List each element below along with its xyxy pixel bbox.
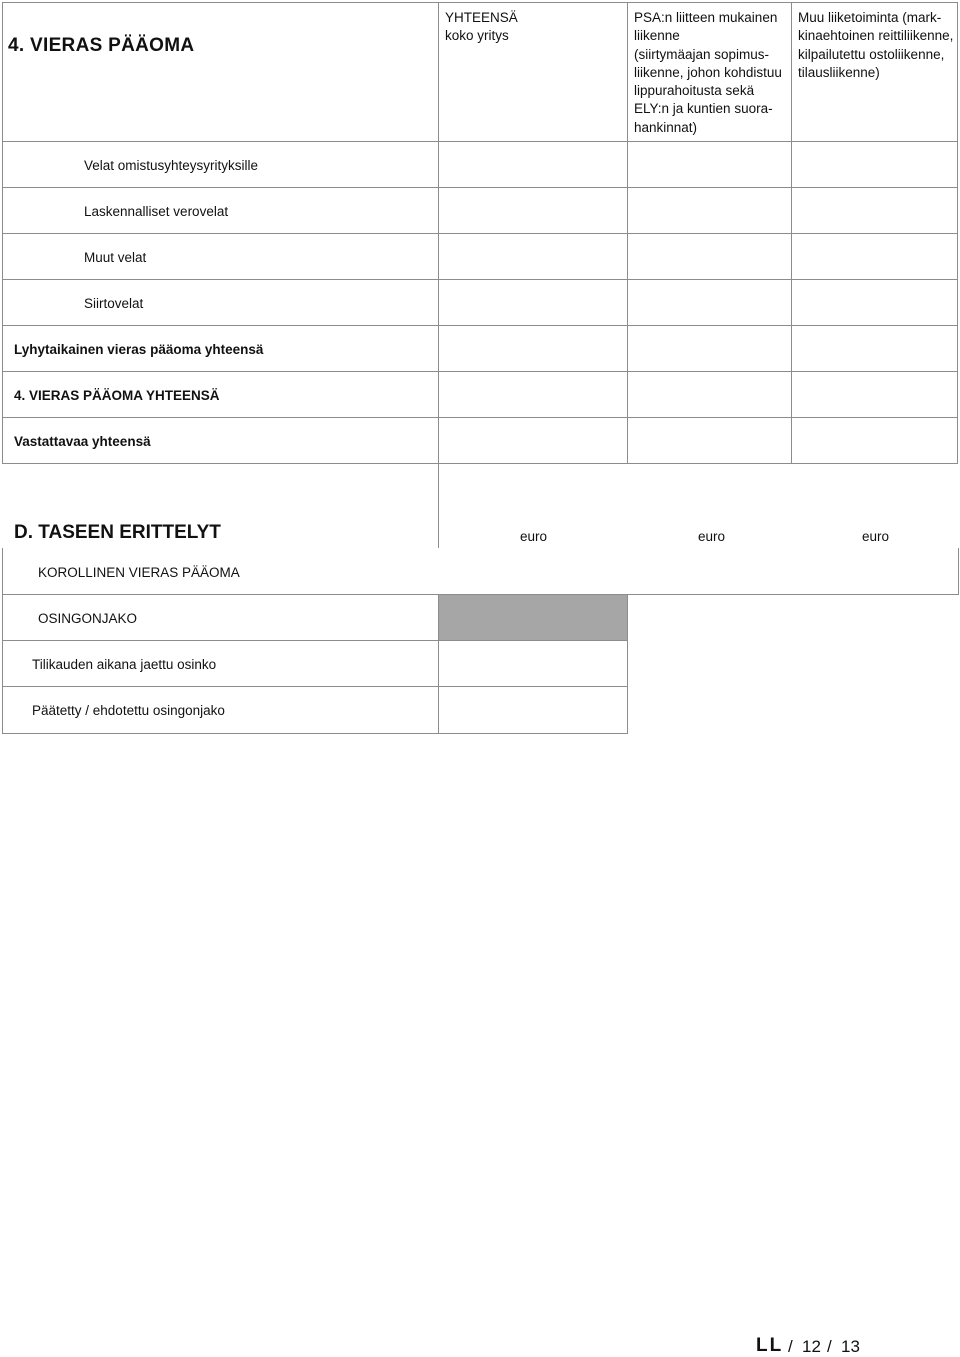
label-velat-omistus: Velat omistusyhteysyrityksille xyxy=(84,158,259,173)
unit-total: euro xyxy=(520,529,548,544)
footer-separator-2: / xyxy=(827,1337,832,1356)
row-tilikauden-value[interactable] xyxy=(438,640,628,687)
row-paatetty-value[interactable] xyxy=(438,686,628,734)
label-lyhytaikainen-total: Lyhytaikainen vieras pääoma yhteensä xyxy=(14,342,264,357)
section-d-title: D. TASEEN ERITTELYT xyxy=(14,522,221,543)
row-vastattavaa-total-value[interactable] xyxy=(438,417,958,464)
footer-page-number: 12 xyxy=(802,1337,821,1356)
row-muut-velat-total[interactable] xyxy=(438,233,958,280)
row-muut-velat xyxy=(2,233,439,280)
label-tilikauden: Tilikauden aikana jaettu osinko xyxy=(32,657,217,672)
footer-separator-1: / xyxy=(788,1337,793,1356)
label-vieras-total: 4. VIERAS PÄÄOMA YHTEENSÄ xyxy=(14,388,220,403)
label-paatetty: Päätetty / ehdotettu osingonjako xyxy=(32,703,225,718)
row-vieras-total-value[interactable] xyxy=(438,371,958,418)
row-velat-omistus-total[interactable] xyxy=(438,141,958,188)
col-other-header: Muu liiketoiminta (mark- kinaehtoinen reittiliikenne, kilpailutettu ostoliikenne, tilausliikenne) xyxy=(798,10,954,80)
unit-psa: euro xyxy=(698,529,726,544)
label-muut-velat: Muut velat xyxy=(84,250,147,265)
section4-title: 4. VIERAS PÄÄOMA xyxy=(8,35,195,56)
footer-page-total: 13 xyxy=(841,1337,860,1356)
label-osingonjako: OSINGONJAKO xyxy=(38,611,138,626)
section4-title-cell xyxy=(2,2,439,142)
col-divider-2 xyxy=(791,141,792,464)
row-laskennalliset-total[interactable] xyxy=(438,187,958,234)
row-osingonjako-shaded xyxy=(438,594,628,641)
section-d-divider-left xyxy=(438,463,439,549)
col-total-header: YHTEENSÄ koko yritys xyxy=(445,10,518,44)
row-siirtovelat-total[interactable] xyxy=(438,279,958,326)
footer-logo: LL xyxy=(756,1335,784,1356)
label-siirtovelat: Siirtovelat xyxy=(84,296,144,311)
label-laskennalliset: Laskennalliset verovelat xyxy=(84,204,229,219)
label-korollinen: KOROLLINEN VIERAS PÄÄOMA xyxy=(38,565,240,580)
row-lyhytaikainen-total-value[interactable] xyxy=(438,325,958,372)
row-siirtovelat xyxy=(2,279,439,326)
col-divider-1 xyxy=(627,141,628,464)
label-vastattavaa-total: Vastattavaa yhteensä xyxy=(14,434,151,449)
col-psa-header: PSA:n liitteen mukainen liikenne (siirtymäajan sopimus- liikenne, johon kohdistuu lippurahoitusta sekä ELY:n ja kuntien suora- hankinnat) xyxy=(634,10,782,135)
unit-other: euro xyxy=(862,529,890,544)
